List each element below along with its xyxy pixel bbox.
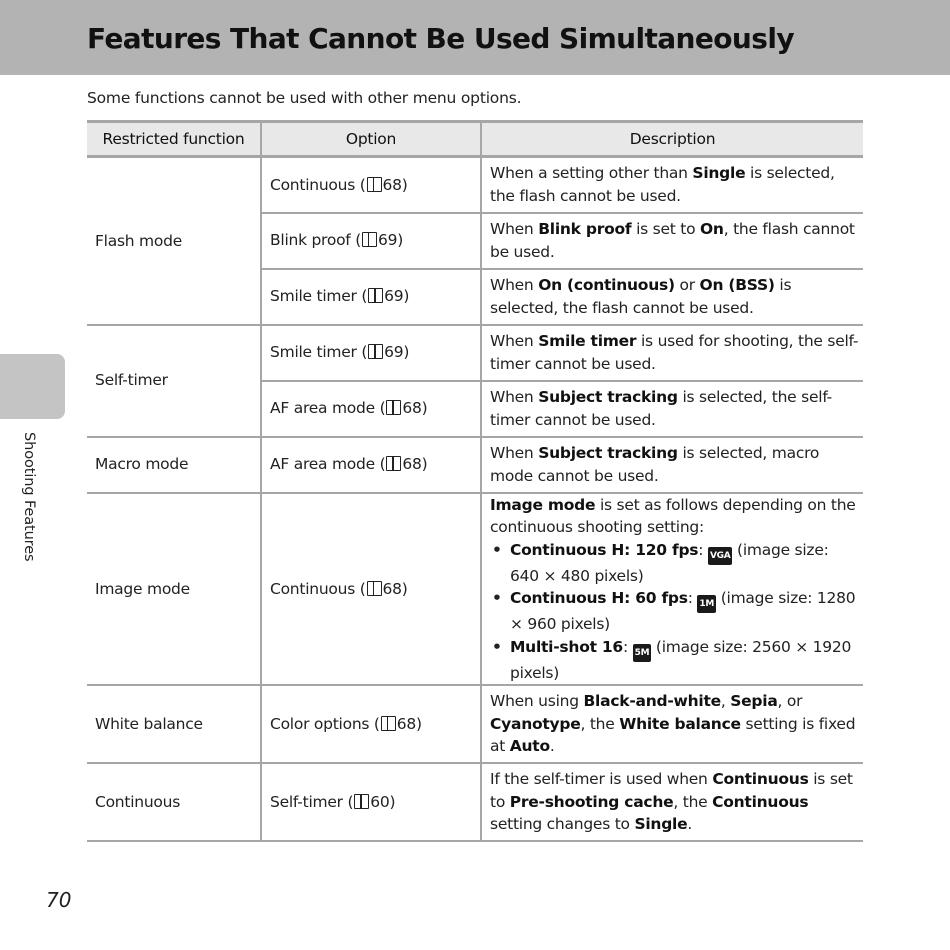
table-row (87, 763, 863, 841)
desc-text: When (490, 332, 539, 350)
intro-text: Some functions cannot be used with other menu options. (87, 89, 522, 107)
header-restricted-function: Restricted function (87, 122, 261, 157)
desc-bold: Subject tracking (538, 444, 678, 462)
book-reference-icon (354, 794, 369, 809)
option-label: Continuous ( (270, 579, 366, 598)
description-cell (481, 685, 863, 763)
description-cell (481, 269, 863, 325)
table-row (87, 157, 863, 213)
function-white-balance: White balance (87, 685, 261, 763)
list-item (490, 636, 859, 685)
desc-text: When (490, 276, 539, 294)
desc-text: . (549, 737, 555, 756)
desc-bold: Auto (509, 737, 550, 756)
book-reference-icon (368, 344, 383, 359)
desc-text: When a setting other than (490, 164, 693, 183)
page-number: 70 (46, 888, 72, 912)
option-cell (261, 493, 481, 686)
option-label: Color options ( (270, 714, 380, 733)
desc-bold: Single (692, 164, 746, 183)
desc-text: , (720, 692, 731, 711)
desc-bold: Continuous (712, 792, 809, 811)
option-label: Blink proof ( (270, 231, 361, 250)
desc-text: is selected, the self-timer cannot be used. (490, 388, 833, 429)
list-item (490, 587, 859, 636)
desc-text: : (698, 540, 708, 559)
book-reference-icon (362, 232, 377, 247)
desc-text: or (674, 276, 700, 294)
desc-intro (490, 494, 859, 539)
desc-bold: On (700, 220, 724, 238)
function-continuous: Continuous (87, 763, 261, 841)
option-label: Smile timer ( (270, 287, 368, 306)
desc-text: : (687, 589, 698, 607)
list-item (490, 539, 859, 588)
desc-text: is set as follows depending on the continuous shooting setting: (490, 495, 856, 536)
option-page-ref: 68) (396, 714, 422, 733)
desc-text: , the (673, 792, 713, 811)
table-row (87, 437, 863, 493)
description-cell (481, 157, 863, 213)
table-header-row (87, 122, 863, 157)
description-cell (481, 763, 863, 841)
desc-bold: Cyanotype (490, 714, 581, 733)
option-label: AF area mode ( (270, 399, 386, 418)
book-reference-icon (368, 288, 383, 303)
description-cell (481, 437, 863, 493)
option-page-ref: 68) (402, 455, 428, 474)
option-cell (261, 685, 481, 763)
function-self-timer: Self-timer (87, 325, 261, 437)
desc-text: (image size: 2560 × 1920 pixels) (510, 637, 852, 682)
option-page-ref: 60) (370, 792, 396, 811)
description-cell (481, 325, 863, 381)
section-tab (0, 354, 65, 419)
page-header (0, 0, 950, 75)
option-cell (261, 269, 481, 325)
desc-bold: Continuous (712, 770, 809, 789)
option-page-ref: 68) (382, 175, 408, 194)
desc-bold: On (BSS) (699, 276, 775, 294)
desc-bold: Blink proof (538, 220, 632, 238)
desc-bold: Smile timer (538, 332, 637, 350)
restrictions-table (87, 120, 863, 842)
desc-bold: Image mode (490, 495, 596, 514)
image-mode-list (490, 539, 859, 685)
desc-text: is selected, macro mode cannot be used. (490, 444, 820, 485)
book-reference-icon (367, 177, 382, 192)
desc-bold: Pre-shooting cache (509, 792, 674, 811)
desc-text: is selected, the flash cannot be used. (490, 276, 792, 317)
option-page-ref: 69) (384, 343, 410, 362)
desc-text: When (490, 220, 539, 238)
function-macro-mode: Macro mode (87, 437, 261, 493)
desc-text: is set to (490, 770, 853, 811)
page-title: Features That Cannot Be Used Simultaneously (87, 22, 794, 55)
desc-text: setting is fixed at (490, 714, 856, 756)
book-reference-icon (386, 456, 401, 471)
option-cell (261, 157, 481, 213)
desc-bold: Single (634, 815, 688, 834)
desc-text: . (687, 815, 693, 834)
header-description: Description (481, 122, 863, 157)
book-reference-icon (381, 716, 396, 731)
option-cell (261, 437, 481, 493)
table-row (87, 685, 863, 763)
function-flash-mode: Flash mode (87, 157, 261, 325)
desc-text: When using (490, 692, 584, 711)
option-cell (261, 763, 481, 841)
option-page-ref: 68) (402, 399, 428, 418)
option-page-ref: 68) (382, 579, 408, 598)
desc-bold: Subject tracking (538, 388, 678, 406)
desc-bold: Continuous H: 120 fps (510, 540, 699, 559)
desc-bold: White balance (619, 714, 741, 733)
desc-bold: Multi-shot 16 (510, 637, 623, 656)
desc-text: (image size: 1280 × 960 pixels) (510, 589, 856, 633)
option-page-ref: 69) (378, 231, 404, 250)
option-cell (261, 213, 481, 269)
desc-text: , the (580, 714, 620, 733)
option-label: Self-timer ( (270, 792, 354, 811)
desc-bold: Sepia (730, 692, 778, 711)
book-reference-icon (367, 581, 382, 596)
option-label: Smile timer ( (270, 343, 368, 362)
1m-image-size-icon: 1M (697, 595, 716, 613)
option-cell (261, 381, 481, 437)
desc-text: (image size: 640 × 480 pixels) (510, 540, 829, 585)
table-row (87, 493, 863, 686)
option-label: AF area mode ( (270, 455, 386, 474)
option-label: Continuous ( (270, 175, 366, 194)
desc-text: , or (777, 692, 803, 711)
option-cell (261, 325, 481, 381)
desc-text: When (490, 444, 539, 462)
desc-bold: Black-and-white (583, 692, 721, 711)
description-cell (481, 381, 863, 437)
desc-text: : (622, 637, 633, 656)
desc-text: is used for shooting, the self-timer cannot be used. (490, 332, 859, 373)
book-reference-icon (386, 400, 401, 415)
desc-text: is set to (631, 220, 700, 238)
desc-bold: Continuous H: 60 fps (510, 589, 688, 607)
desc-text: If the self-timer is used when (490, 770, 713, 789)
function-image-mode: Image mode (87, 493, 261, 686)
option-page-ref: 69) (384, 287, 410, 306)
header-option: Option (261, 122, 481, 157)
5m-image-size-icon: 5M (633, 644, 652, 662)
desc-text: setting changes to (490, 815, 635, 834)
desc-text: , the flash cannot be used. (490, 220, 855, 261)
desc-bold: On (continuous) (538, 276, 675, 294)
table-row (87, 325, 863, 381)
desc-text: is selected, the flash cannot be used. (490, 164, 835, 205)
section-label: Shooting Features (21, 432, 37, 562)
description-cell (481, 213, 863, 269)
desc-text: When (490, 388, 539, 406)
vga-image-size-icon: VGA (708, 547, 732, 565)
description-cell (481, 493, 863, 686)
